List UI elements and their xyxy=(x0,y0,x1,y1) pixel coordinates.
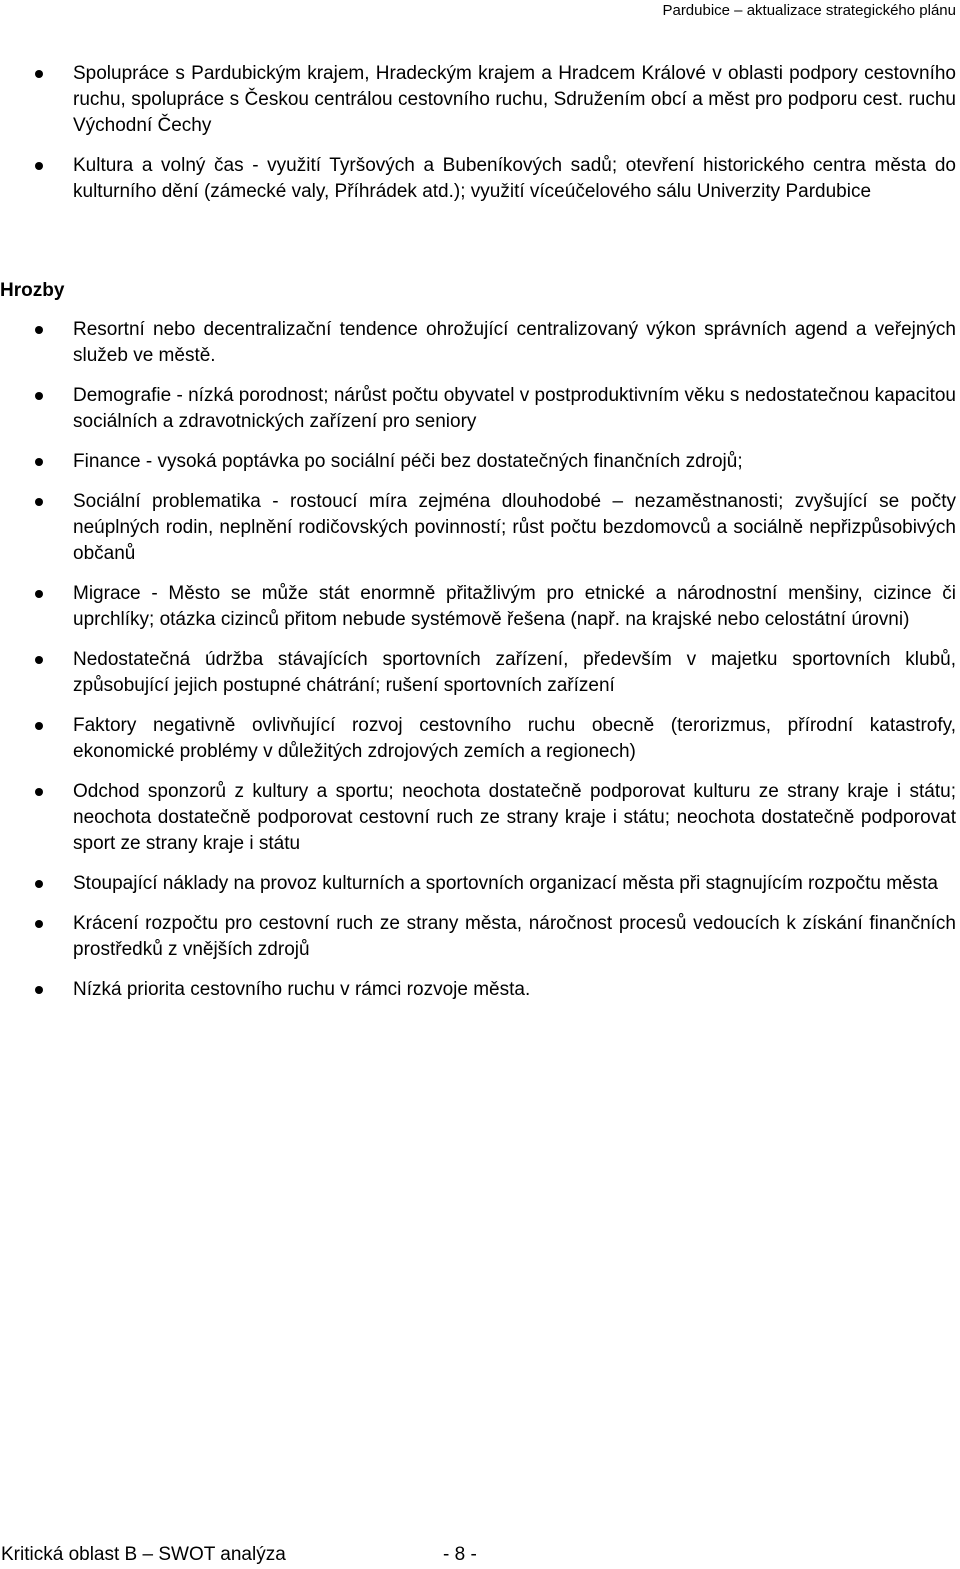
list-item-text: Demografie - nízká porodnost; nárůst počtu obyvatel v postproduktivním věku s nedostatečnou kapacitou sociálních a zdravotnických zařízení pro seniory xyxy=(73,385,956,432)
list-item-text: Migrace - Město se může stát enormně přitažlivým pro etnické a národnostní menšiny, cizince či uprchlíky; otázka cizinců přitom nebude systémově řešena (např. na krajské nebo celostátní úrovni) xyxy=(73,583,956,630)
list-item-text: Odchod sponzorů z kultury a sportu; neochota dostatečně podporovat kulturu ze strany kraje i státu; neochota dostatečně podporovat cestovní ruch ze strany kraje i státu; neochota dostatečně podporovat sport ze strany kraje i státu xyxy=(73,781,956,854)
bullet-icon xyxy=(35,392,43,400)
list-item-text: Kultura a volný čas - využití Tyršových a Bubeníkových sadů; otevření historického centra města do kulturního dění (zámecké valy, Příhrádek atd.); využití víceúčelového sálu Univerzity Pardubice xyxy=(73,155,956,202)
list-item xyxy=(0,61,960,139)
bullet-icon xyxy=(35,326,43,334)
bullet-icon xyxy=(35,70,43,78)
list-item xyxy=(0,779,960,857)
list-item-text: Spolupráce s Pardubickým krajem, Hradeckým krajem a Hradcem Králové v oblasti podpory cestovního ruchu, spolupráce s Českou centrálou cestovního ruchu, Sdružením obcí a měst pro podporu cest. ruchu Východní Čechy xyxy=(73,63,956,136)
bullet-icon xyxy=(35,788,43,796)
list-item xyxy=(0,713,960,765)
list-item-text: Nízká priorita cestovního ruchu v rámci rozvoje města. xyxy=(73,979,531,1000)
list-item xyxy=(0,153,960,205)
list-item-text: Resortní nebo decentralizační tendence ohrožující centralizovaný výkon správních agend a veřejných služeb ve městě. xyxy=(73,319,956,366)
bullet-icon xyxy=(35,590,43,598)
bullet-icon xyxy=(35,722,43,730)
list-item xyxy=(0,581,960,633)
bullet-icon xyxy=(35,880,43,888)
list-item-text: Finance - vysoká poptávka po sociální péči bez dostatečných finančních zdrojů; xyxy=(73,451,743,472)
list-item-text: Krácení rozpočtu pro cestovní ruch ze strany města, náročnost procesů vedoucích k získání finančních prostředků z vnějších zdrojů xyxy=(73,913,956,960)
footer-page-number: - 8 - xyxy=(443,1544,477,1565)
list-item-text: Faktory negativně ovlivňující rozvoj cestovního ruchu obecně (terorizmus, přírodní katastrofy, ekonomické problémy v důležitých zdrojových zemích a regionech) xyxy=(73,715,956,762)
opportunities-list xyxy=(0,61,960,205)
list-item-text: Nedostatečná údržba stávajících sportovních zařízení, především v majetku sportovních klubů, způsobující jejich postupné chátrání; rušení sportovních zařízení xyxy=(73,649,956,696)
list-item xyxy=(0,489,960,567)
list-item-text: Sociální problematika - rostoucí míra zejména dlouhodobé – nezaměstnanosti; zvyšující se počty neúplných rodin, neplnění rodičovských povinností; růst počtu bezdomovců a sociálně nepřizpůsobivých občanů xyxy=(73,491,956,564)
running-header: Pardubice – aktualizace strategického plánu xyxy=(662,2,956,19)
footer-section-label: Kritická oblast B – SWOT analýza xyxy=(1,1544,286,1565)
bullet-icon xyxy=(35,986,43,994)
list-item-text: Stoupající náklady na provoz kulturních a sportovních organizací města při stagnujícím rozpočtu města xyxy=(73,873,938,894)
section-heading-threats: Hrozby xyxy=(0,280,65,301)
bullet-icon xyxy=(35,162,43,170)
list-item xyxy=(0,977,960,1003)
list-item xyxy=(0,449,960,475)
bullet-icon xyxy=(35,498,43,506)
bullet-icon xyxy=(35,920,43,928)
list-item xyxy=(0,911,960,963)
bullet-icon xyxy=(35,458,43,466)
bullet-icon xyxy=(35,656,43,664)
threats-list xyxy=(0,317,960,1003)
list-item xyxy=(0,871,960,897)
list-item xyxy=(0,317,960,369)
list-item xyxy=(0,647,960,699)
list-item xyxy=(0,383,960,435)
